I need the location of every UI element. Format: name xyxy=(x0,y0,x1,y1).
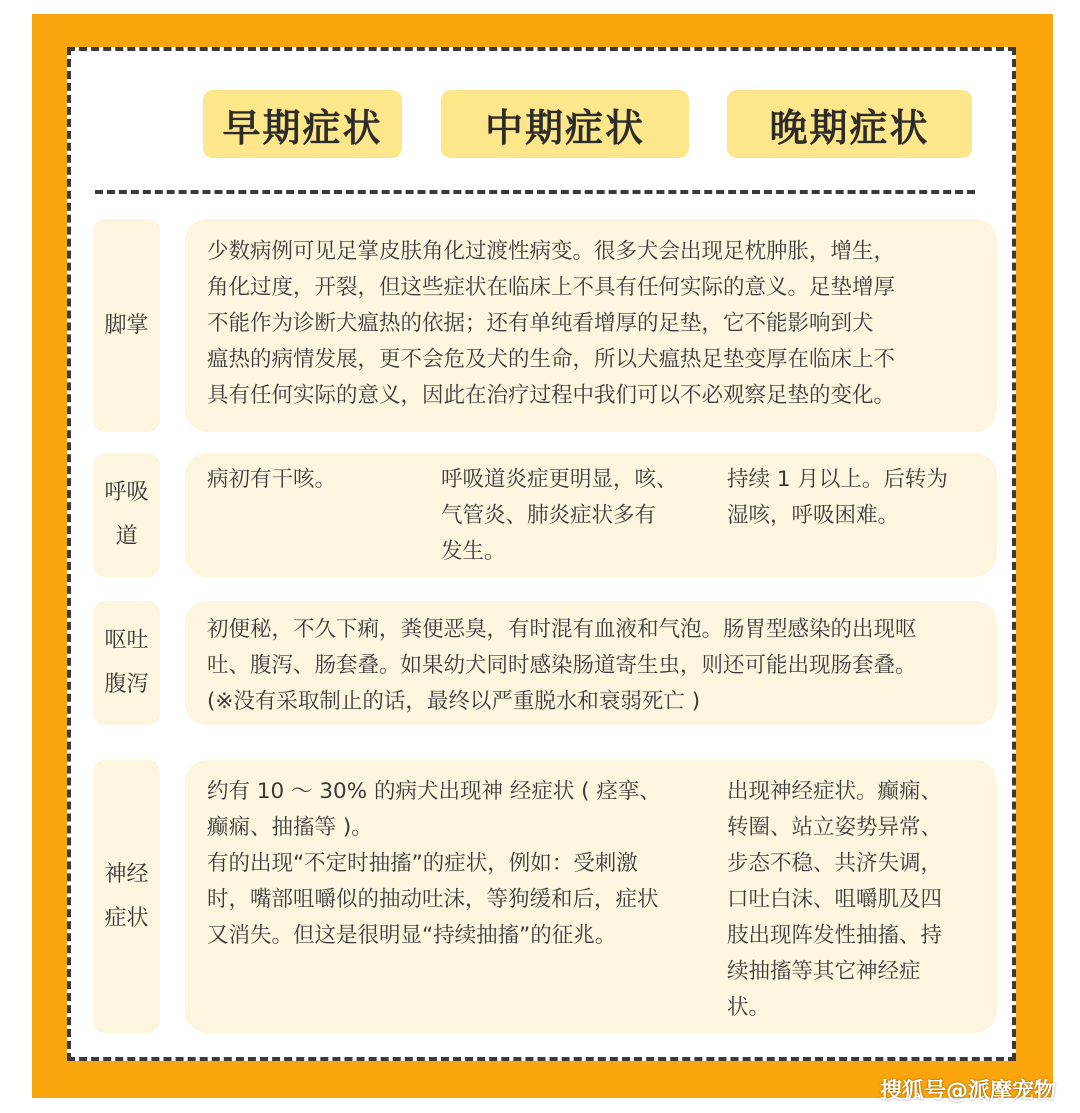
text-line: 癫痫、抽搐等 )。 xyxy=(207,815,373,840)
respiratory-early xyxy=(207,462,427,498)
text-line: 状。 xyxy=(727,995,771,1020)
text-line: (※没有采取制止的话，最终以严重脱水和衰弱死亡 ) xyxy=(207,689,701,714)
text-line: 持续 1 月以上。后转为 xyxy=(727,467,948,492)
row-label-line: 神经 xyxy=(104,861,149,887)
text-line: 吐、腹泻、肠套叠。如果幼犬同时感染肠道寄生虫，则还可能出现肠套叠。 xyxy=(207,653,917,678)
text-line: 肢出现阵发性抽搐、持 xyxy=(727,923,943,948)
row-label-line: 症状 xyxy=(104,905,149,931)
row-label-neuro xyxy=(93,760,160,1033)
text-line: 具有任何实际的意义，因此在治疗过程中我们可以不必观察足垫的变化。 xyxy=(207,383,896,408)
text-line: 续抽搐等其它神经症 xyxy=(727,959,921,984)
row-label-paw xyxy=(93,219,160,432)
text-line: 约有 10 ～ 30% 的病犬出现神 经症状 ( 痉挛、 xyxy=(207,779,661,804)
neuro-late xyxy=(727,774,987,1026)
row-label-respiratory xyxy=(93,453,160,577)
header-middle-symptoms: 中期症状 xyxy=(441,90,689,158)
row-label-line: 道 xyxy=(115,524,138,549)
text-line: 转圈、站立姿势异常、 xyxy=(727,815,943,840)
respiratory-late xyxy=(727,462,987,534)
text-line: 有的出现“不定时抽搐”的症状，例如：受刺激 xyxy=(207,851,638,876)
text-line: 又消失。但这是很明显“持续抽搐”的征兆。 xyxy=(207,923,617,948)
row-label-line: 脚掌 xyxy=(104,312,149,338)
row-label-line: 腹泻 xyxy=(104,672,149,697)
header-early-symptoms: 早期症状 xyxy=(203,90,402,158)
text-line: 口吐白沫、咀嚼肌及四 xyxy=(727,887,943,912)
respiratory-middle xyxy=(441,462,701,570)
text-line: 发生。 xyxy=(441,539,506,564)
text-line: 角化过度，开裂，但这些症状在临床上不具有任何实际的意义。足垫增厚 xyxy=(207,275,896,300)
neuro-early-middle xyxy=(207,774,707,954)
row-label-line: 呼吸 xyxy=(104,480,149,505)
paw-text xyxy=(207,234,987,414)
text-line: 少数病例可见足掌皮肤角化过渡性病变。很多犬会出现足枕肿胀，增生， xyxy=(207,239,896,264)
text-line: 时，嘴部咀嚼似的抽动吐沫，等狗缓和后，症状 xyxy=(207,887,659,912)
header-late-symptoms: 晚期症状 xyxy=(727,90,972,158)
text-line: 湿咳，呼吸困难。 xyxy=(727,503,900,528)
text-line: 不能作为诊断犬瘟热的依据；还有单纯看增厚的足垫，它不能影响到犬 xyxy=(207,311,874,336)
row-label-vomit xyxy=(93,601,160,725)
text-line: 出现神经症状。癫痫、 xyxy=(727,779,943,804)
row-label-line: 呕吐 xyxy=(104,628,149,653)
text-line: 瘟热的病情发展，更不会危及犬的生命，所以犬瘟热足垫变厚在临床上不 xyxy=(207,347,896,372)
watermark: 搜狐号@派摩宠物 xyxy=(879,1079,1056,1104)
text-line: 病初有干咳。 xyxy=(207,467,337,492)
header-divider xyxy=(95,190,975,194)
text-line: 步态不稳、共济失调， xyxy=(727,851,943,876)
text-line: 呼吸道炎症更明显，咳、 xyxy=(441,467,678,492)
text-line: 初便秘，不久下痢，粪便恶臭，有时混有血液和气泡。肠胃型感染的出现呕 xyxy=(207,617,917,642)
text-line: 气管炎、肺炎症状多有 xyxy=(441,503,657,528)
vomit-text xyxy=(207,612,992,720)
